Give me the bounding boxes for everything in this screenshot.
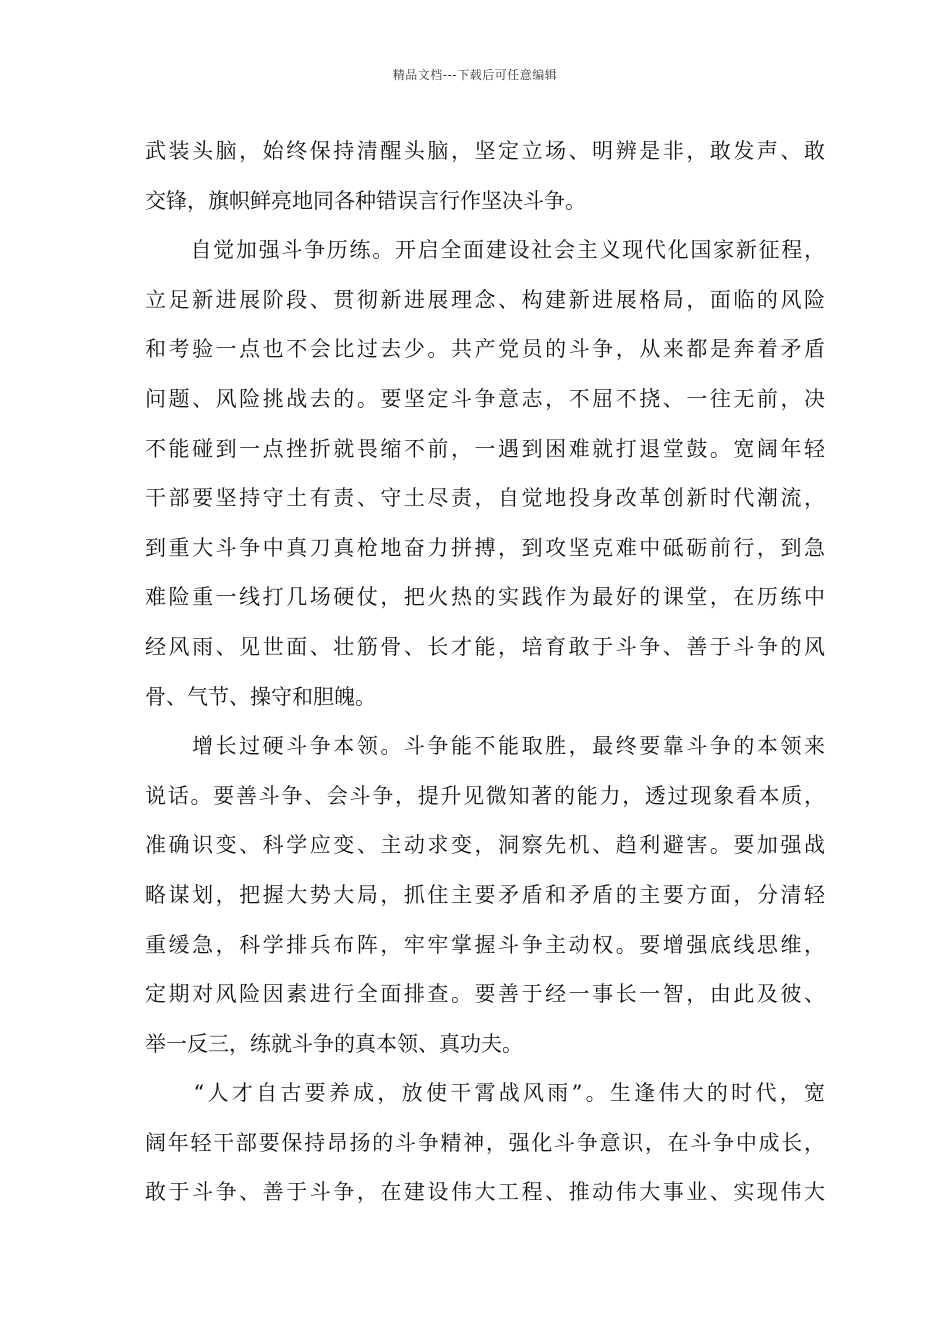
text-line: 定期对风险因素进行全面排查。要善于经一事长一智，由此及彼、 <box>145 982 825 1007</box>
text-line: 略谋划，把握大势大局，抓住主要矛盾和矛盾的主要方面，分清轻 <box>145 882 825 907</box>
text-line: 重缓急，科学排兵布阵，牢牢掌握斗争主动权。要增强底线思维， <box>145 932 825 957</box>
text-line: 说话。要善斗争、会斗争，提升见微知著的能力，透过现象看本质， <box>145 783 825 808</box>
text-line: 交锋，旗帜鲜亮地同各种错误言行作坚决斗争。 <box>145 188 586 213</box>
text-line: 不能碰到一点挫折就畏缩不前，一遇到困难就打退堂鼓。宽阔年轻 <box>145 436 825 461</box>
text-line: 经风雨、见世面、壮筋骨、长才能，培育敢于斗争、善于斗争的风 <box>145 634 825 659</box>
text-line: 自觉加强斗争历练。开启全面建设社会主义现代化国家新征程， <box>145 238 825 263</box>
document-body <box>145 127 825 1218</box>
text-line: “人才自古要养成，放使干霄战风雨”。生逢伟大的时代，宽 <box>145 1081 825 1106</box>
text-line: 问题、风险挑战去的。要坚定斗争意志，不屈不挠、一往无前，决 <box>145 386 825 411</box>
text-line: 和考验一点也不会比过去少。共产党员的斗争，从来都是奔着矛盾 <box>145 337 825 362</box>
text-line: 武装头脑，始终保持清醒头脑，坚定立场、明辨是非，敢发声、敢 <box>145 139 825 163</box>
text-line: 敢于斗争、善于斗争，在建设伟大工程、推动伟大事业、实现伟大 <box>145 1180 825 1205</box>
text-line: 干部要坚持守土有责、守土尽责，自觉地投身改革创新时代潮流， <box>145 486 825 511</box>
text-line: 准确识变、科学应变、主动求变，洞察先机、趋利避害。要加强战 <box>145 833 825 858</box>
text-line: 阔年轻干部要保持昂扬的斗争精神，强化斗争意识，在斗争中成长， <box>145 1130 825 1155</box>
text-line: 举一反三，练就斗争的真本领、真功夫。 <box>145 1031 523 1056</box>
text-line: 难险重一线打几场硬仗，把火热的实践作为最好的课堂，在历练中 <box>145 585 825 610</box>
text-line: 到重大斗争中真刀真枪地奋力拼搏，到攻坚克难中砥砺前行，到急 <box>145 535 825 560</box>
text-line: 骨、气节、操守和胆魄。 <box>145 684 376 709</box>
page-header: 精品文档---下载后可任意编辑 <box>392 68 558 82</box>
text-line: 立足新进展阶段、贯彻新进展理念、构建新进展格局，面临的风险 <box>145 287 825 312</box>
text-line: 增长过硬斗争本领。斗争能不能取胜，最终要靠斗争的本领来 <box>145 734 825 759</box>
